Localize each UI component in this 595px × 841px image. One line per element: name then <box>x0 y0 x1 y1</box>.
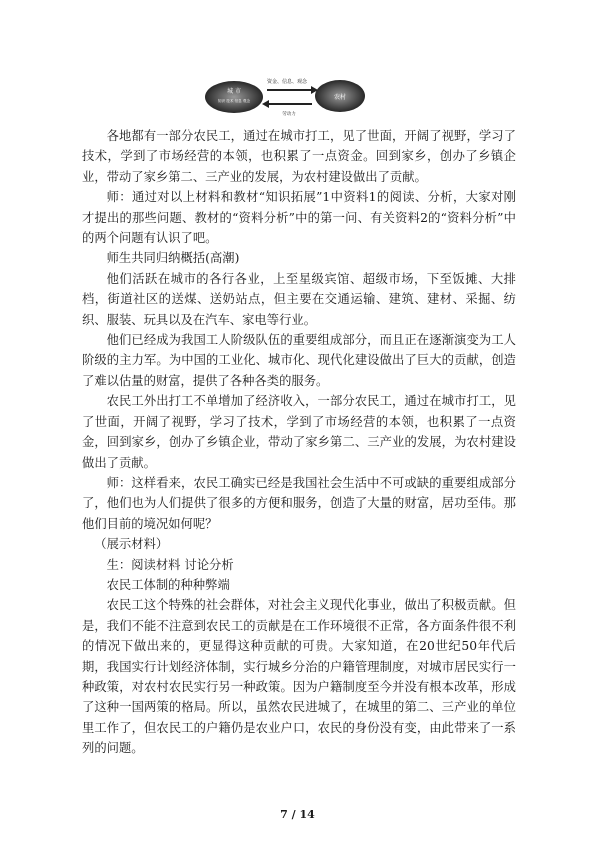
paragraph-1: 各地都有一部分农民工，通过在城市打工，见了世面，开阔了视野，学习了技术，学到了市场经营的本领，也积累了一点资金。回到家乡，创办了乡镇企业，带动了家乡第二、三产业的发展，为农村建设做出了贡献。 <box>82 129 516 184</box>
rural-label: 农村 <box>333 94 347 101</box>
paragraph-3: 师生共同归纳概括(高潮) <box>106 251 240 266</box>
paragraph-2: 师：通过对以上材料和教材“知识拓展”1中资料1的阅读、分析，大家对刚才提出的那些问题、教材的“资料分析”中的第一问、有关资料2的“资料分析”中的两个问题有认识了吧。 <box>82 190 516 246</box>
city-sublabel: 知识 技术 信息 观念 <box>217 99 251 103</box>
paragraph-9: 生：阅读材料 讨论分析 <box>106 557 234 572</box>
paragraph-7: 师：这样看来，农民工确实已经是我国社会生活中不可或缺的重要组成部分了，他们也为人们提供了很多的方便和服务，创造了大量的财富，居功至伟。那他们目前的境况如何呢？ <box>82 475 516 531</box>
paragraph-6: 农民工外出打工不单增加了经济收入，一部分农民工，通过在城市打工，见了世面，开阔了视野，学习了技术，学到了市场经营的本领，也积累了一点资金，回到家乡，创办了乡镇企业，带动了家乡第二、三产业的发展，为农村建设做出了贡献。 <box>82 394 516 470</box>
paragraph-8: （展示材料） <box>94 537 169 552</box>
flow-diagram-svg <box>205 74 365 118</box>
city-rural-flow-diagram <box>205 74 365 118</box>
page-number: 7 / 14 <box>280 808 315 821</box>
city-label: 城 市 <box>227 88 241 95</box>
body-text <box>82 126 516 759</box>
top-arrow-label: 资金、信息、观念 <box>266 79 308 85</box>
city-ellipse <box>205 81 263 113</box>
paragraph-4: 他们活跃在城市的各行各业，上至星级宾馆、超级市场，下至饭摊、大排档，街道社区的送煤、送奶站点，但主要在交通运输、建筑、建材、采掘、纺织、服装、玩具以及在汽车、家电等行业。 <box>82 271 516 327</box>
paragraph-11: 农民工这个特殊的社会群体，对社会主义现代化事业，做出了积极贡献。但是，我们不能不注意到农民工的贡献是在工作环境很不正常，各方面条件很不利的情况下做出来的，更显得这种贡献的可贵。大家知道，在20世纪50年代后期，我国实行计划经济体制，实行城乡分治的户籍管理制度，对城市居民实行一种政策，对农村农民实行另一种政策。因为户籍制度至今并没有根本改革，形成了这种一国两策的格局。所以，虽然农民进城了，在城里的第二、三产业的单位里工作了，但农民工的户籍仍是农业户口，农民的身份没有变，由此带来了一系列的问题。 <box>82 598 516 756</box>
bottom-arrow-label: 劳动力 <box>282 112 296 117</box>
section-heading: 农民工体制的种种弊端 <box>106 577 230 592</box>
left-arrow-head-icon <box>262 100 269 108</box>
paragraph-5: 他们已经成为我国工人阶级队伍的重要组成部分，而且正在逐渐演变为工人阶级的主力军。为中国的工业化、城市化、现代化建设做出了巨大的贡献，创造了难以估量的财富，提供了各种各类的服务。 <box>82 333 516 388</box>
